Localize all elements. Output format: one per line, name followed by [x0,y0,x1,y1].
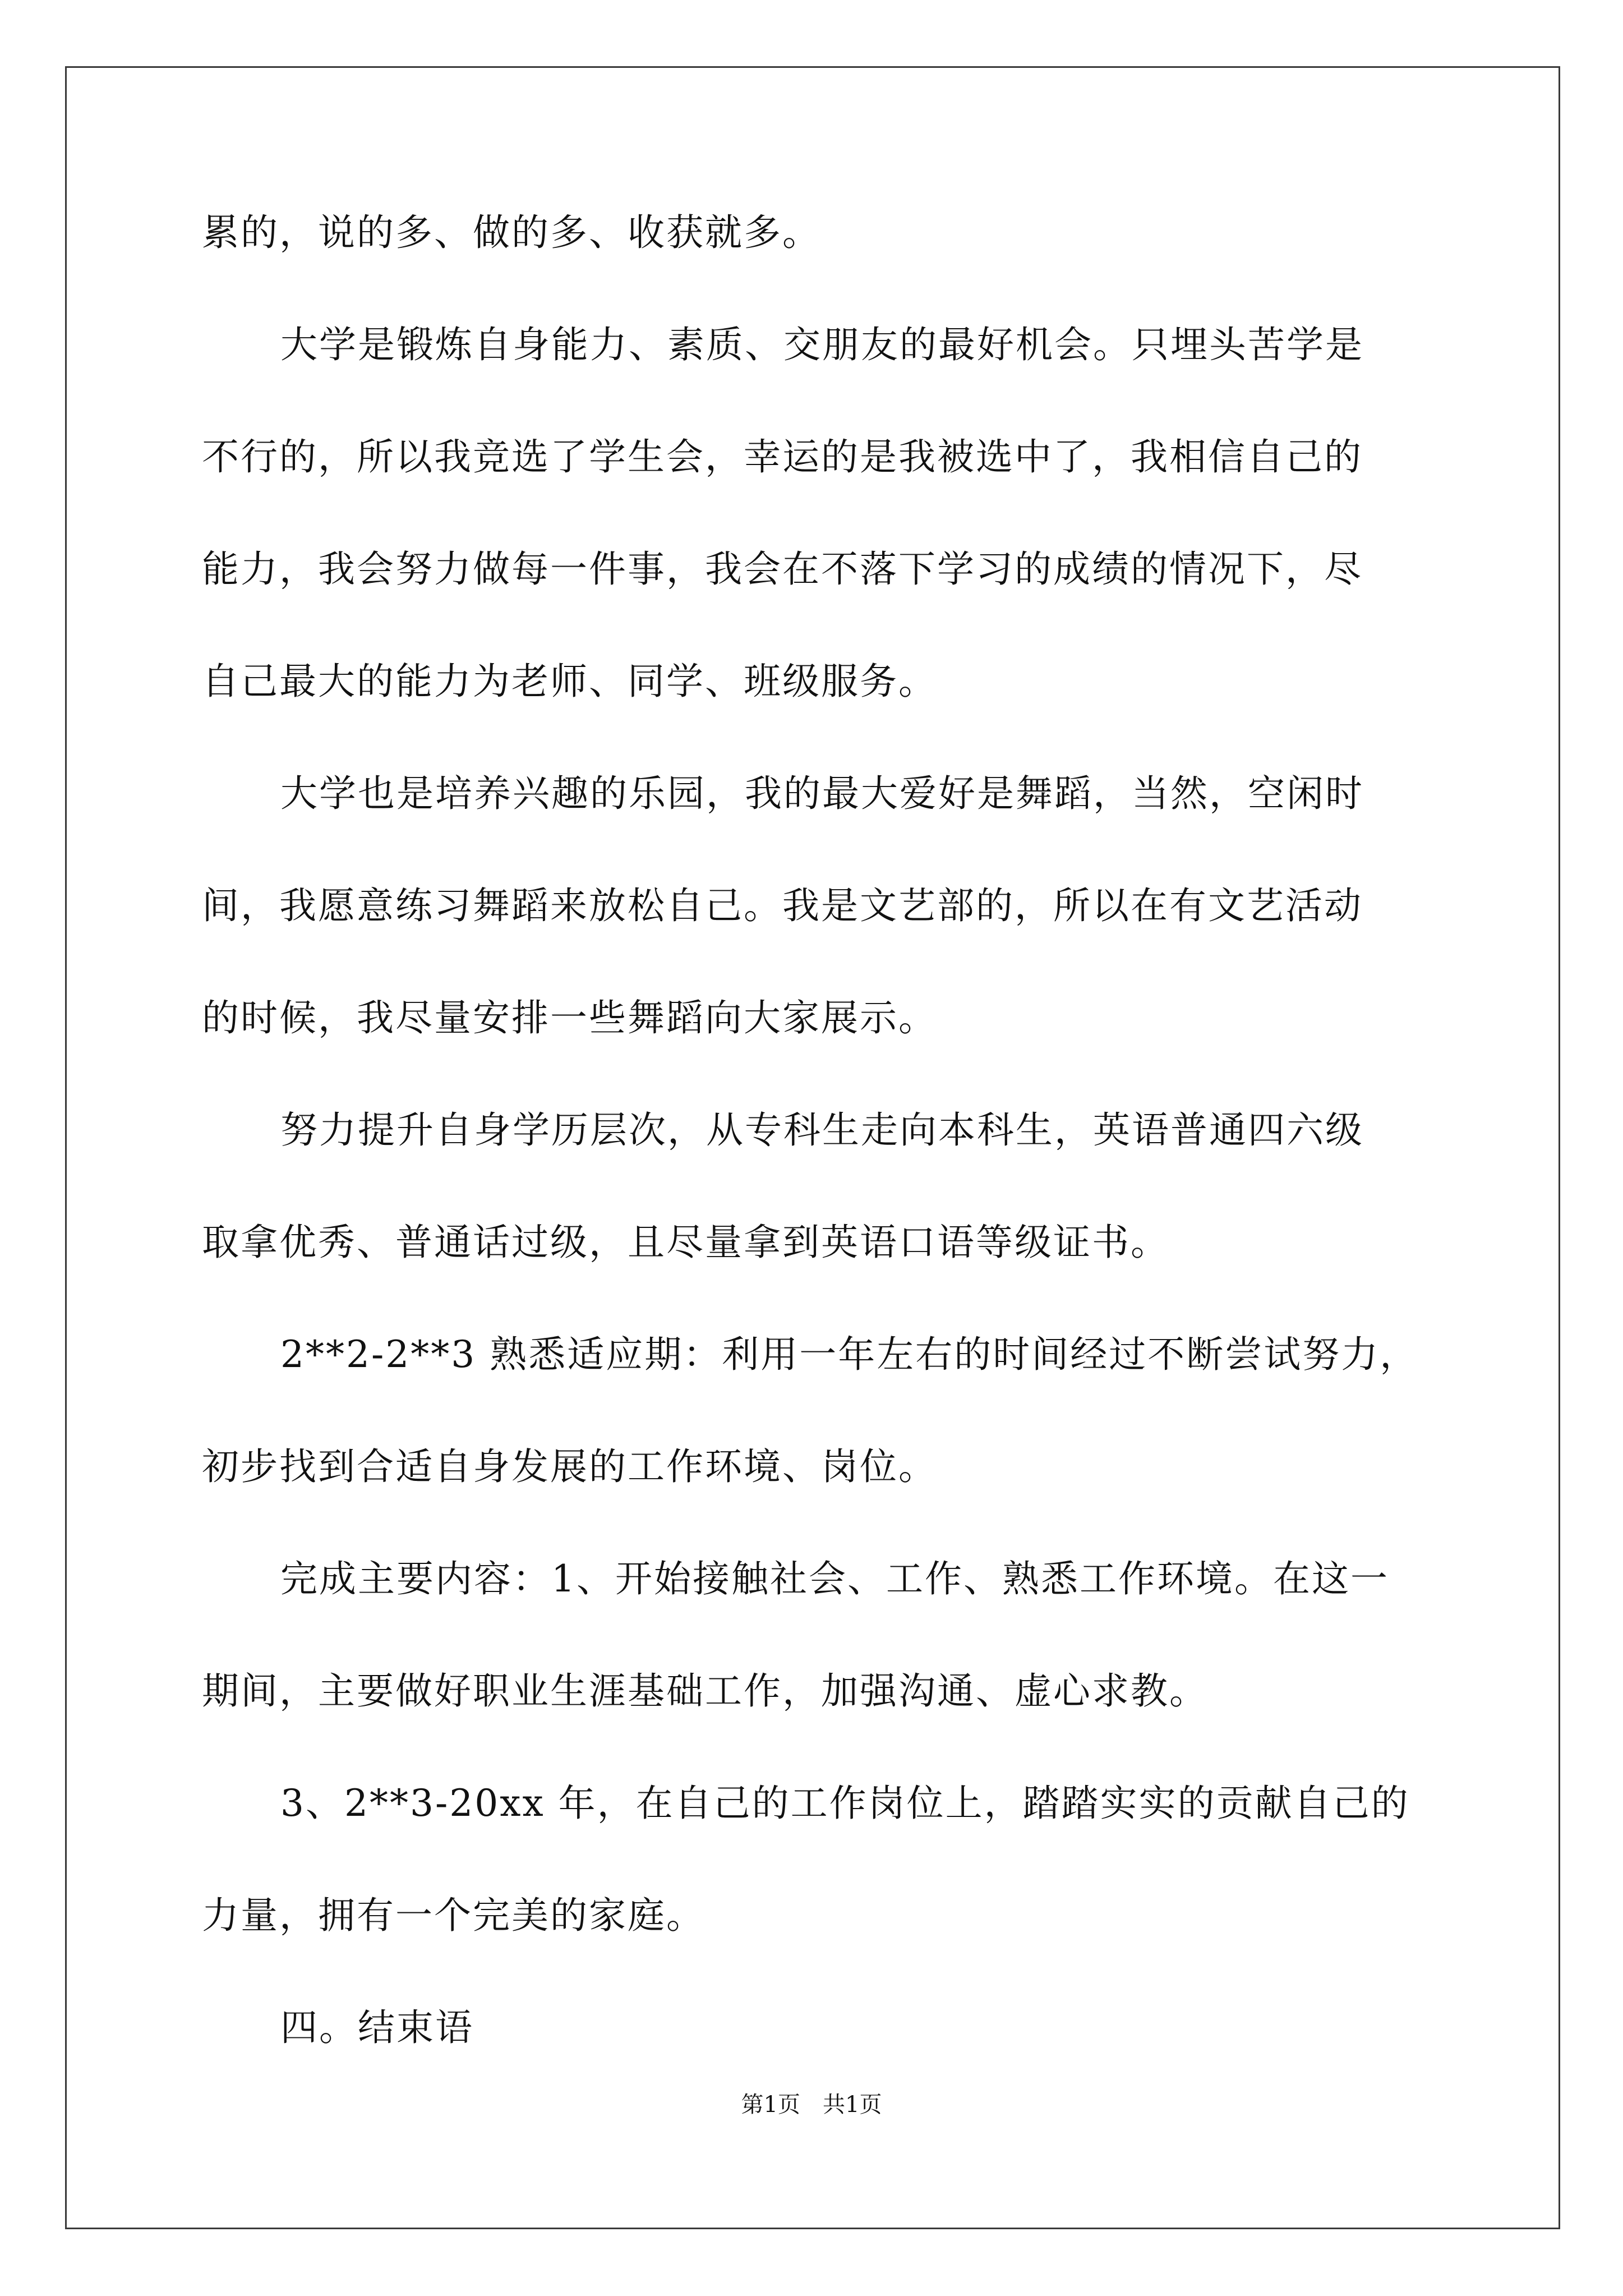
text-line: 不行的，所以我竞选了学生会，幸运的是我被选中了，我相信自己的 [202,435,1363,478]
text-line: 能力，我会努力做每一件事，我会在不落下学习的成绩的情况下，尽 [202,547,1363,591]
text-line: 力量，拥有一个完美的家庭。 [202,1894,705,1937]
paragraph-first-line: 大学也是培养兴趣的乐园，我的最大爱好是舞蹈，当然，空闲时 [280,772,1364,815]
text-line: 自己最大的能力为老师、同学、班级服务。 [202,660,937,703]
paragraph-first-line: 2**2-2**3 熟悉适应期：利用一年左右的时间经过不断尝试努力， [280,1333,1419,1376]
paragraph-first-line: 努力提升自身学历层次，从专科生走向本科生，英语普通四六级 [280,1108,1364,1152]
page-number-footer: 第1页 共1页 [741,2092,882,2118]
text-line: 累的，说的多、做的多、收获就多。 [202,211,821,254]
section-heading: 四。结束语 [280,2006,474,2049]
text-line: 的时候，我尽量安排一些舞蹈向大家展示。 [202,996,937,1039]
paragraph-first-line: 3、2**3-20xx 年，在自己的工作岗位上，踏踏实实的贡献自己的 [280,1782,1410,1825]
text-line: 初步找到合适自身发展的工作环境、岗位。 [202,1445,937,1488]
text-line: 间，我愿意练习舞蹈来放松自己。我是文艺部的，所以在有文艺活动 [202,884,1363,927]
paragraph-first-line: 完成主要内容：1、开始接触社会、工作、熟悉工作环境。在这一 [280,1557,1389,1600]
text-line: 期间，主要做好职业生涯基础工作，加强沟通、虚心求教。 [202,1669,1208,1713]
text-line: 取拿优秀、普通话过级，且尽量拿到英语口语等级证书。 [202,1221,1169,1264]
paragraph-first-line: 大学是锻炼自身能力、素质、交朋友的最好机会。只埋头苦学是 [280,323,1364,366]
